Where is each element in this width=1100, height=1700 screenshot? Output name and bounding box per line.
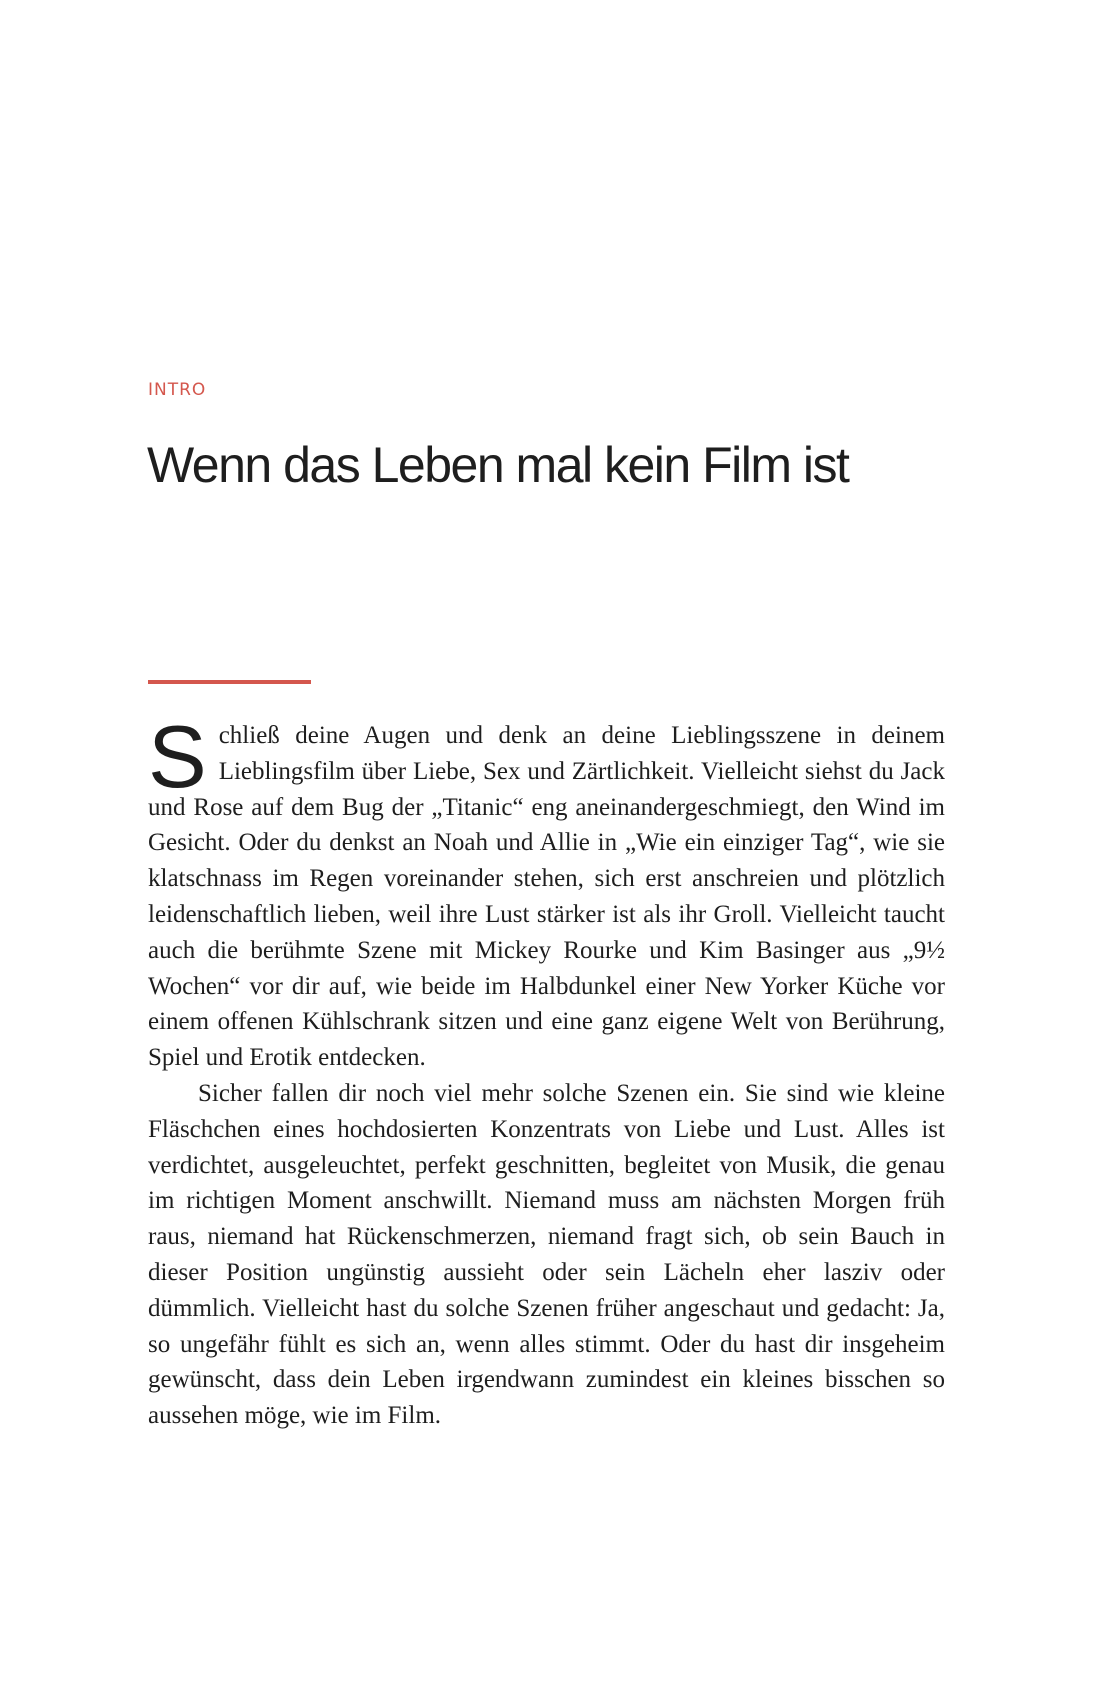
accent-divider xyxy=(148,680,311,684)
paragraph-2: Sicher fallen dir noch viel mehr solche Szenen ein. Sie sind wie kleine Fläschchen eines hochdosierten Konzentrats von Liebe und Lust. Alles ist verdichtet, ausgeleuchtet, perfekt geschnitten, begleitet von Musik, die genau im richtigen Moment anschwillt. Niemand muss am nächsten Morgen früh raus, niemand hat Rückenschmerzen, niemand fragt sich, ob sein Bauch in dieser Position ungünstig aussieht oder sein Lächeln eher lasziv oder dümmlich. Vielleicht hast du solche Szenen früher angeschaut und gedacht: Ja, so ungefähr fühlt es sich an, wenn alles stimmt. Oder du hast dir insgeheim gewünscht, dass dein Leben irgendwann zumindest ein kleines bisschen so aussehen möge, wie im Film. xyxy=(148,1079,945,1430)
drop-cap: S xyxy=(148,707,207,806)
paragraph-1-text: chließ deine Augen und denk an deine Lieblingsszene in deinem Lieblingsfilm über Liebe, Sex und Zärtlichkeit. Vielleicht siehst du Jack und Rose auf dem Bug der „Titanic“ eng aneinandergeschmiegt, den Wind im Gesicht. Oder du denkst an Noah und Allie in „Wie ein einziger Tag“, wie sie klatschnass im Regen voreinander stehen, sich erst anschreien und plötzlich leidenschaftlich lieben, weil ihre Lust stärker ist als ihr Groll. Vielleicht taucht auch die berühmte Szene mit Mickey Rourke und Kim Basinger aus „9½ Wochen“ vor dir auf, wie beide im Halbdunkel einer New Yorker Küche vor einem offenen Kühlschrank sitzen und eine ganz eigene Welt von Berührung, Spiel und Erotik entdecken. xyxy=(148,722,945,1072)
chapter-title: Wenn das Leben mal kein Film ist xyxy=(147,437,849,493)
article-body xyxy=(148,707,945,1434)
section-kicker: INTRO xyxy=(148,380,207,400)
paragraph-1 xyxy=(148,707,945,1076)
